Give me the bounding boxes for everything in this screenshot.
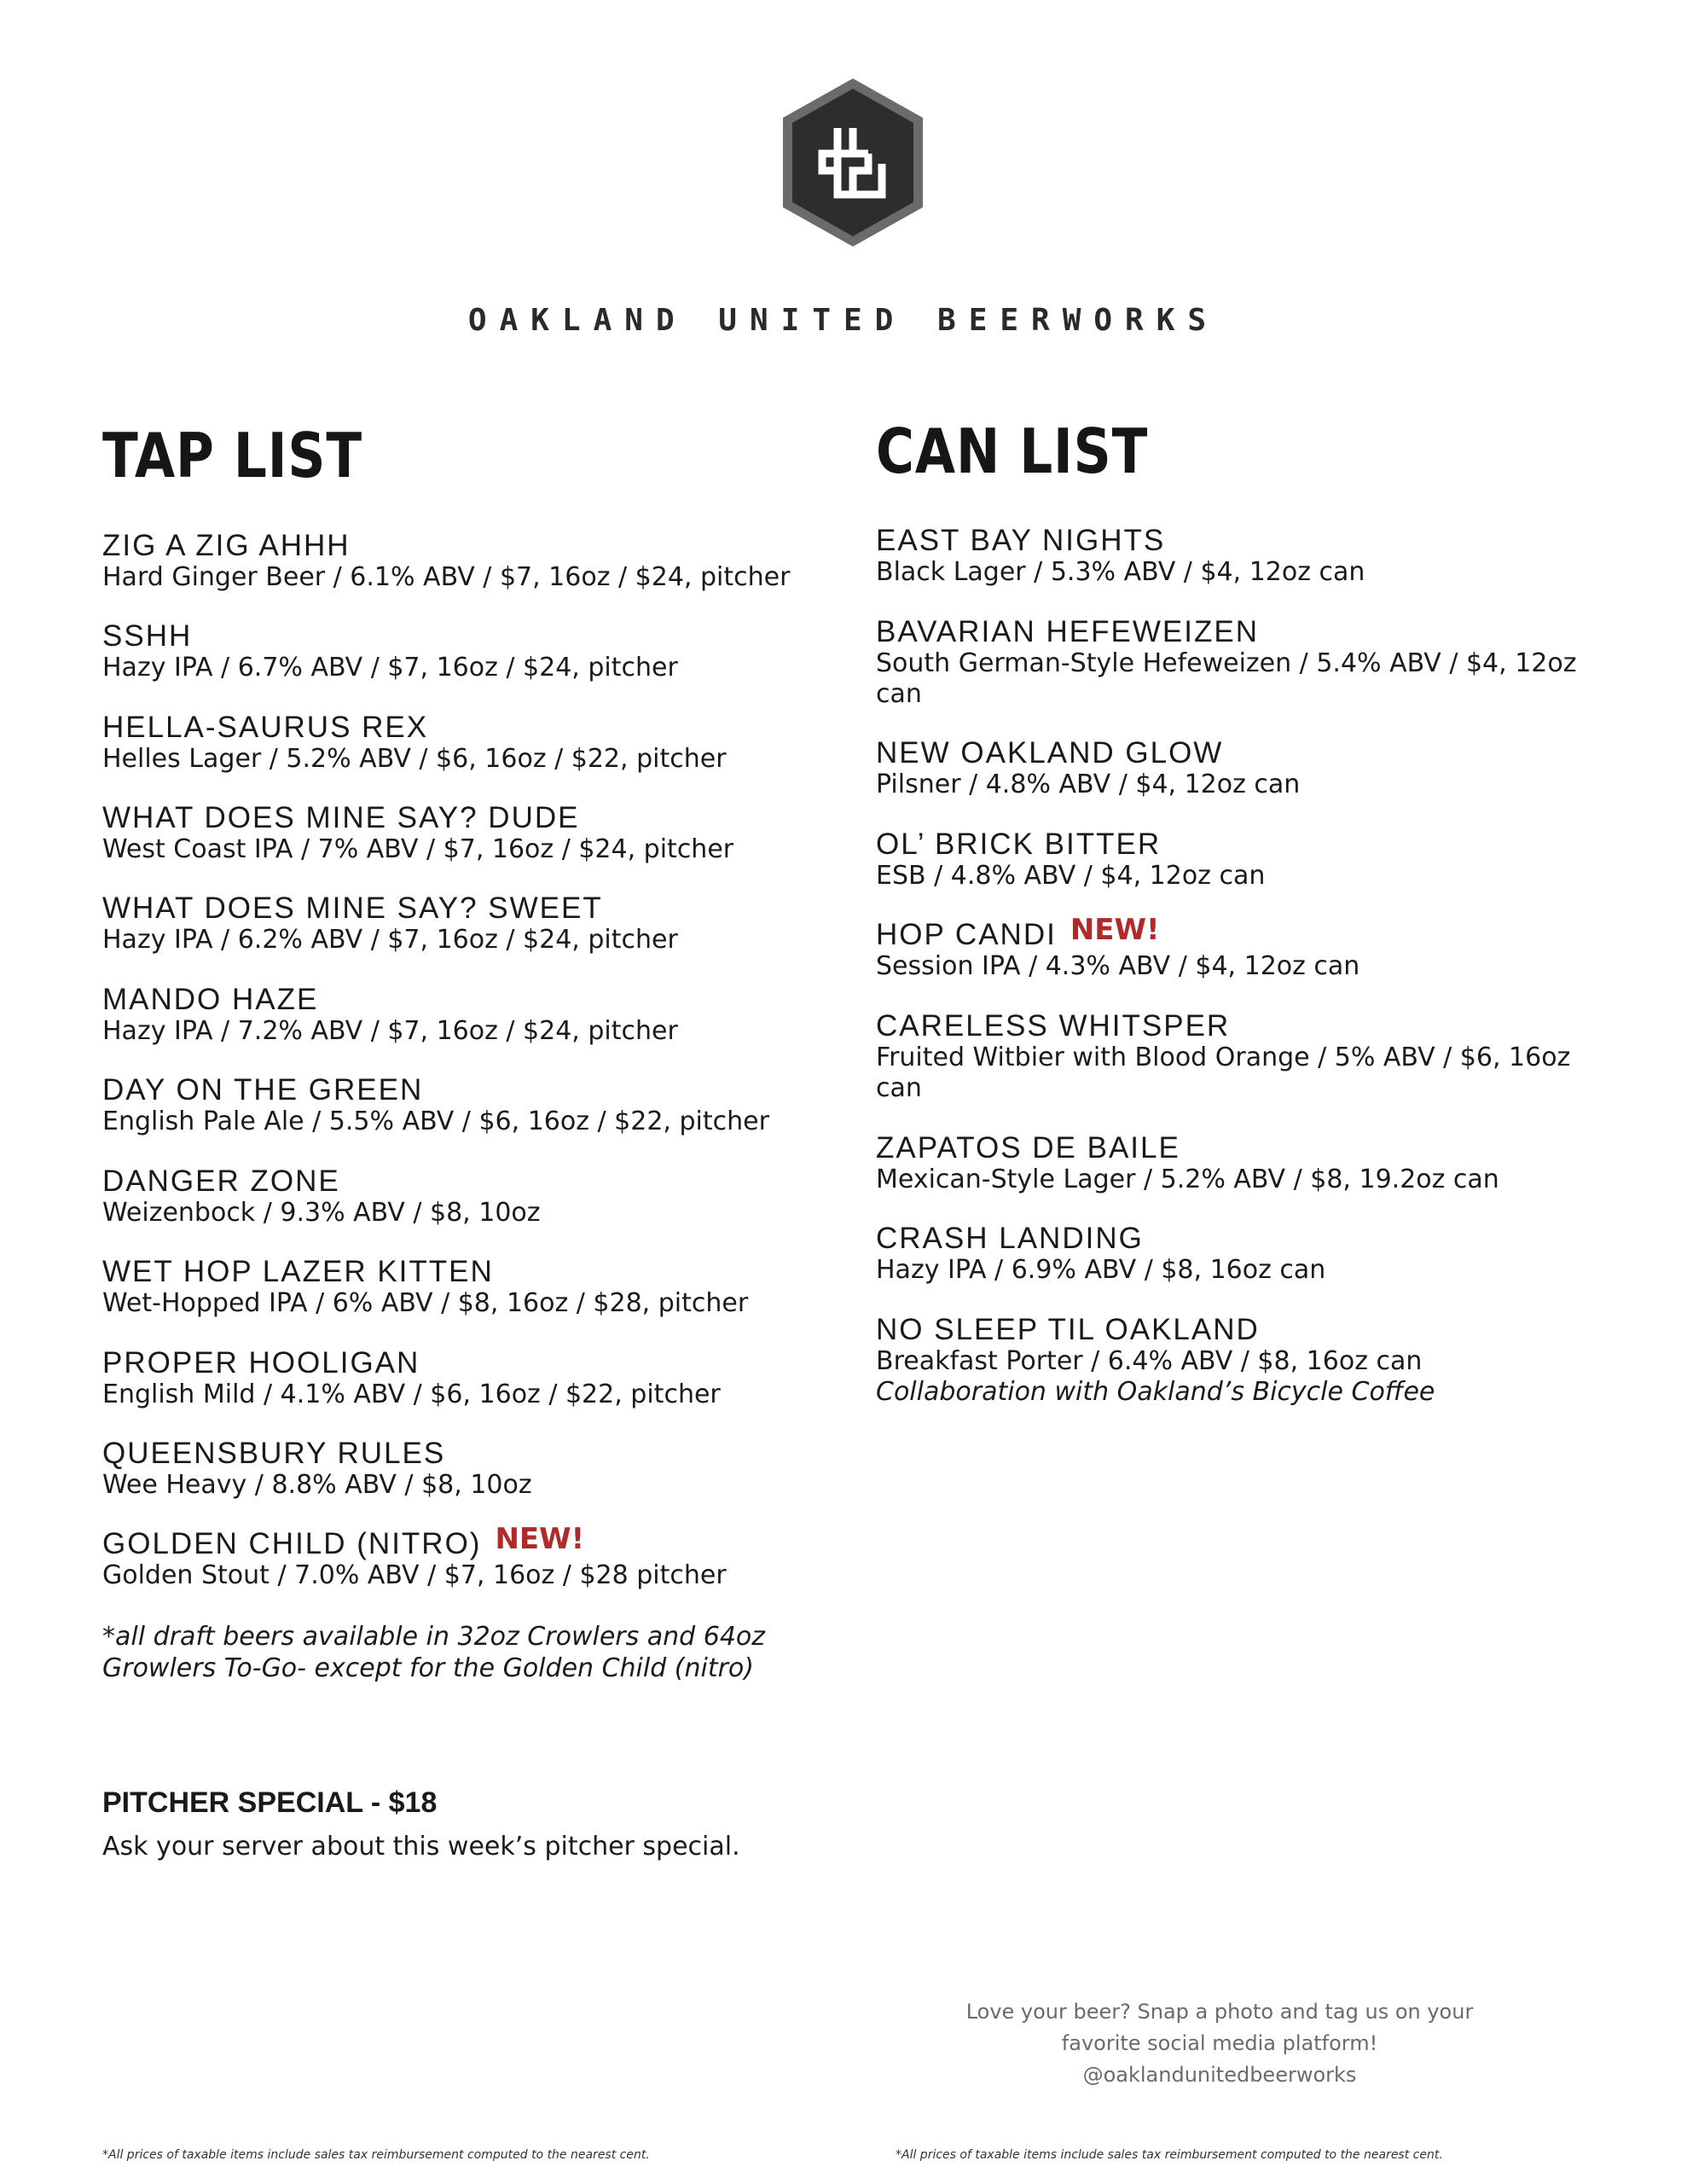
beer-name	[876, 913, 1359, 951]
beer-description: ESB / 4.8% ABV / $4, 12oz can	[876, 861, 1266, 891]
tap-item	[102, 802, 733, 865]
beer-description: Session IPA / 4.3% ABV / $4, 12oz can	[876, 951, 1360, 981]
beer-description: South German-Style Hefeweizen / 5.4% ABV / $4, 12oz can	[876, 648, 1577, 709]
beer-name: NEW OAKLAND GLOW	[876, 736, 1224, 770]
beer-name: HELLA-SAURUS REX	[102, 711, 429, 744]
can-item	[876, 828, 1265, 892]
beer-name	[102, 1522, 727, 1560]
can-item	[876, 1314, 1435, 1408]
beer-name: EAST BAY NIGHTS	[876, 524, 1166, 557]
tap-item	[102, 1438, 532, 1501]
can-item	[876, 1223, 1325, 1286]
beer-name: MANDO HAZE	[102, 983, 319, 1016]
tap-item	[102, 1165, 541, 1228]
beer-name: NO SLEEP TIL OAKLAND	[876, 1313, 1260, 1346]
new-badge: NEW!	[495, 1522, 585, 1556]
beer-description: West Coast IPA / 7% ABV / $7, 16oz / $24, pitcher	[102, 834, 734, 864]
social-line: favorite social media platform!	[1061, 2031, 1378, 2055]
beer-description: Wet-Hopped IPA / 6% ABV / $8, 16oz / $28, pitcher	[102, 1288, 749, 1318]
beer-name-text: GOLDEN CHILD (NITRO)	[102, 1527, 482, 1560]
tap-item	[102, 892, 678, 956]
beer-description: Hazy IPA / 6.7% ABV / $7, 16oz / $24, pitcher	[102, 653, 678, 682]
beer-name: CARELESS WHITSPER	[876, 1009, 1231, 1043]
tap-item	[102, 984, 678, 1047]
tap-item	[102, 1074, 769, 1137]
social-line: Love your beer? Snap a photo and tag us on your	[965, 2000, 1474, 2024]
beer-description: Breakfast Porter / 6.4% ABV / $8, 16oz can	[876, 1346, 1423, 1376]
pitcher-special-title: PITCHER SPECIAL - $18	[102, 1786, 438, 1819]
beer-description: Fruited Witbier with Blood Orange / 5% ABV / $6, 16oz can	[876, 1043, 1571, 1103]
tap-item	[102, 712, 727, 775]
beer-description: Weizenbock / 9.3% ABV / $8, 10oz	[102, 1198, 541, 1228]
beer-name: OL’ BRICK BITTER	[876, 828, 1162, 861]
beer-description: Mexican-Style Lager / 5.2% ABV / $8, 19.2oz can	[876, 1165, 1499, 1194]
beer-description: Hazy IPA / 6.9% ABV / $8, 16oz can	[876, 1255, 1326, 1285]
beer-collaboration-note: Collaboration with Oakland’s Bicycle Coffee	[876, 1377, 1435, 1407]
can-item	[876, 913, 1360, 982]
beer-name: WET HOP LAZER KITTEN	[102, 1255, 494, 1288]
beer-name: BAVARIAN HEFEWEIZEN	[876, 615, 1259, 648]
beer-name: WHAT DOES MINE SAY? SWEET	[102, 892, 603, 925]
tap-item	[102, 1522, 727, 1591]
new-badge: NEW!	[1070, 913, 1160, 947]
can-item	[876, 737, 1300, 800]
beer-description: English Pale Ale / 5.5% ABV / $6, 16oz / $22, pitcher	[102, 1107, 769, 1136]
draft-note-line: *all draft beers available in 32oz Crowlers and 64oz	[102, 1622, 766, 1652]
can-item	[876, 1010, 1609, 1104]
tax-footnote-left: *All prices of taxable items include sales tax reimbursement computed to the nearest cent.	[102, 2148, 650, 2162]
beer-name: QUEENSBURY RULES	[102, 1437, 446, 1470]
social-callout	[904, 1996, 1535, 2091]
draft-note	[102, 1621, 836, 1684]
beer-name: DAY ON THE GREEN	[102, 1073, 424, 1107]
beer-name: ZAPATOS DE BAILE	[876, 1131, 1180, 1165]
oub-monogram-hexagon-icon	[776, 75, 930, 250]
beer-description: Pilsner / 4.8% ABV / $4, 12oz can	[876, 770, 1301, 799]
beer-description: Helles Lager / 5.2% ABV / $6, 16oz / $22, pitcher	[102, 744, 727, 774]
social-handle: @oaklandunitedbeerworks	[1082, 2063, 1357, 2087]
beer-description: Wee Heavy / 8.8% ABV / $8, 10oz	[102, 1470, 532, 1500]
beer-description: Hard Ginger Beer / 6.1% ABV / $7, 16oz / $24, pitcher	[102, 562, 791, 592]
can-item	[876, 616, 1609, 710]
brand-name: OAKLAND UNITED BEERWORKS	[467, 303, 1220, 338]
can-item	[876, 1132, 1499, 1195]
beer-description: Golden Stout / 7.0% ABV / $7, 16oz / $28 pitcher	[102, 1560, 727, 1590]
beer-name: ZIG A ZIG AHHH	[102, 529, 351, 562]
tap-list-heading: TAP LIST	[102, 420, 362, 491]
tap-item	[102, 530, 790, 593]
beer-name: DANGER ZONE	[102, 1165, 340, 1198]
can-item	[876, 525, 1365, 588]
beer-description: Hazy IPA / 6.2% ABV / $7, 16oz / $24, pitcher	[102, 925, 678, 955]
can-list-heading: CAN LIST	[876, 415, 1149, 487]
tap-item	[102, 1256, 748, 1319]
pitcher-special-text: Ask your server about this week’s pitcher special.	[102, 1832, 740, 1862]
beer-description: Hazy IPA / 7.2% ABV / $7, 16oz / $24, pitcher	[102, 1016, 678, 1046]
beer-name: SSHH	[102, 619, 193, 653]
beer-name: WHAT DOES MINE SAY? DUDE	[102, 801, 580, 834]
beer-description: Black Lager / 5.3% ABV / $4, 12oz can	[876, 557, 1365, 587]
tap-item	[102, 620, 678, 683]
beer-name-text: HOP CANDI	[876, 918, 1057, 951]
beer-name: PROPER HOOLIGAN	[102, 1346, 420, 1380]
draft-note-line: Growlers To-Go- except for the Golden Child (nitro)	[102, 1653, 754, 1683]
tax-footnote-right: *All prices of taxable items include sales tax reimbursement computed to the nearest cent.	[896, 2148, 1443, 2162]
beer-name: CRASH LANDING	[876, 1222, 1144, 1255]
beer-description: English Mild / 4.1% ABV / $6, 16oz / $22, pitcher	[102, 1380, 721, 1409]
tap-item	[102, 1347, 721, 1410]
